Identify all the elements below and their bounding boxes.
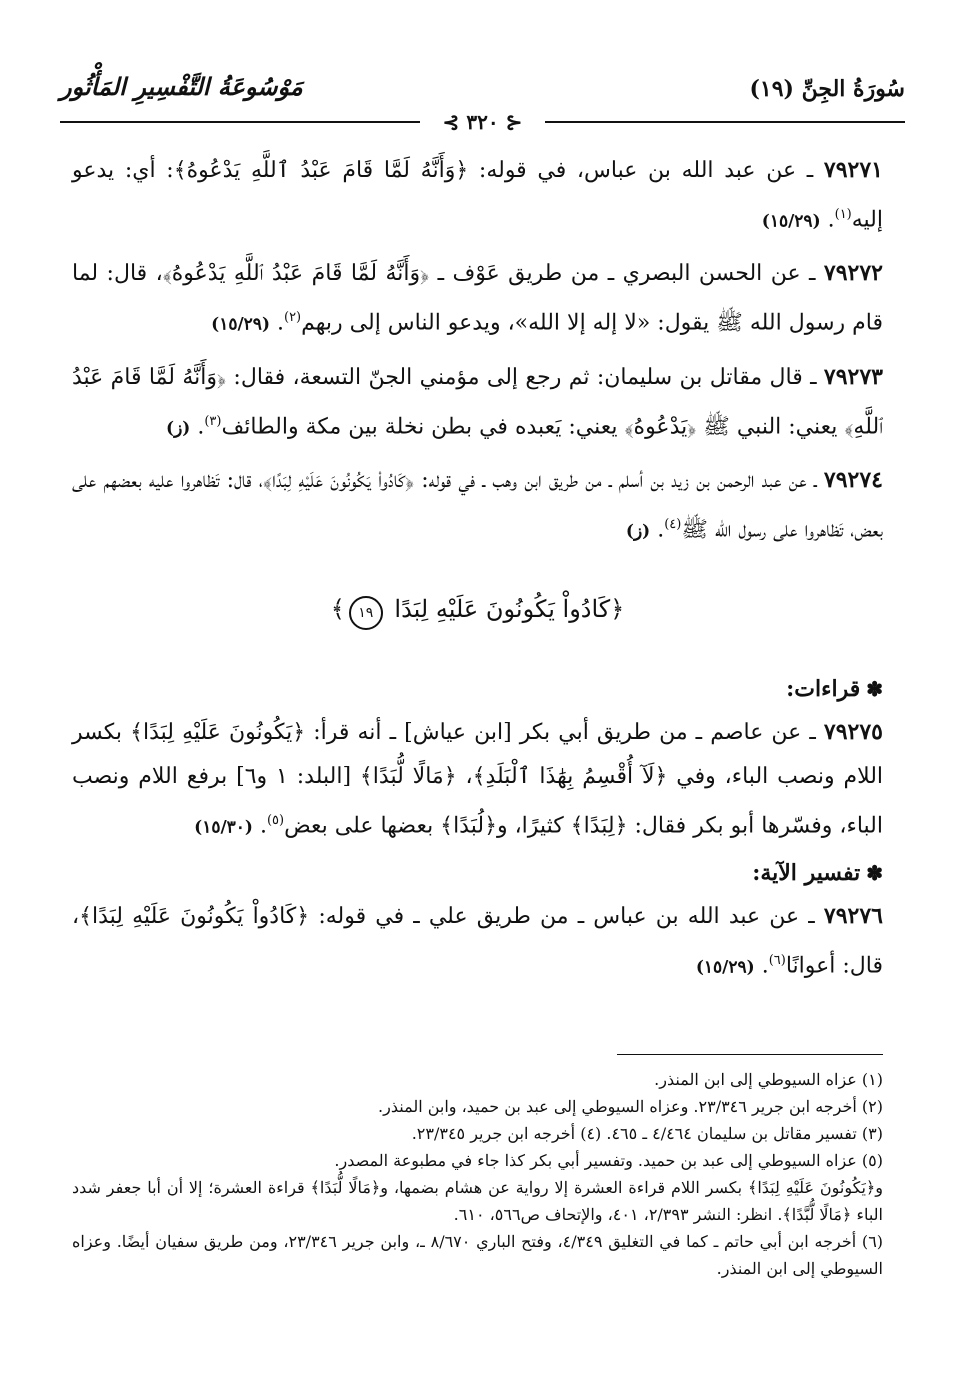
narration-number: ٧٩٢٧٦: [823, 902, 883, 929]
footnote-marker: (٢): [283, 310, 302, 326]
footnotes: [72, 1066, 883, 1282]
narration-tail: .: [754, 952, 769, 978]
source-reference: (ز): [625, 521, 651, 542]
narration-number: ٧٩٢٧٢: [823, 260, 883, 287]
footnote: (٢) أخرجه ابن جرير ٢٣/٣٤٦. وعزاه السيوطي إلى عبد بن حميد، وابن المنذر.: [378, 1097, 883, 1116]
narration-text: ـ عن عبد الله بن عباس ـ من طريق علي ـ في قوله: ﴿كَادُواْ يَكُونُونَ عَلَيْهِ لِبَدًا﴾، قال: أعوانًا: [72, 903, 883, 978]
narration-paragraph: [72, 148, 883, 243]
book-title: مَوْسُوعَةُ التَّفْسِيرِ المَأْثُور: [60, 72, 303, 101]
narration-tail: .: [820, 207, 835, 233]
footnote: و﴿يَكُونُونَ عَلَيْهِ لِبَدًا﴾ بكسر اللام قراءة العشرة إلا رواية عن هشام بضمها، و﴿مَالًا لُّبَدًا﴾ قراءة العشرة؛ إلا أن أبا جعفر شدد الباء ﴿مَالًا لُّبَّدًا﴾. انظر: النشر ٢/٣٩٣، ٤٠١، والإتحاف ص٥٦٦، ٦١٠.: [72, 1178, 883, 1224]
narration-text: ـ عن عبد الرحمن بن زيد بن أسلم ـ من طريق ابن وهب ـ في قوله: ﴿كَادُواْ يَكُونُونَ عَلَيْهِ لِبَدًا﴾، قال: تَظاهروا عليه بعضهم على بعض، تَظاهروا على رسول الله ﷺ: [72, 467, 883, 543]
narration-text: ـ قال مقاتل بن سليمان: ثم رجع إلى مؤمني الجنّ التسعة، فقال: ﴿وَأَنَّهُ لَمَّا قَامَ عَبْدُ ٱللَّهِ﴾ يعني: النبي ﷺ ﴿يَدْعُوهُ﴾ يعني: يَعبده في بطن نخلة بين مكة والطائف: [72, 364, 883, 439]
narration-paragraph: [72, 458, 883, 553]
narration-number: ٧٩٢٧٣: [823, 363, 883, 390]
source-reference: (١٥/٢٩): [695, 956, 755, 977]
section-heading-tafsir: [72, 860, 883, 886]
surah-title: سُورَةُ الجِنِّ (١٩): [749, 76, 905, 102]
verse-text: ﴿كَادُواْ يَكُونُونَ عَلَيْهِ لِبَدًا: [394, 595, 625, 624]
narration-number: ٧٩٢٧١: [823, 157, 883, 183]
source-reference: (١٥/٢٩): [761, 211, 821, 232]
verse-close: ﴾: [330, 595, 345, 624]
narration-text: ـ عن الحسن البصري ـ من طريق عَوْف ـ ﴿وَأَنَّهُ لَمَّا قَامَ عَبْدُ ٱللَّهِ يَدْعُوهُ﴾، قال: لما قام رسول الله ﷺ يقول: «لا إله إلا الله»، ويدعو الناس إلى ربهم: [72, 261, 883, 336]
footnote-marker: (٦): [768, 952, 786, 968]
footnote: (٥) عزاه السيوطي إلى عبد بن حميد. وتفسير أبي بكر كذا جاء في مطبوعة المصدر.: [334, 1151, 883, 1170]
narration-tail: .: [650, 517, 665, 543]
source-reference: (ز): [166, 417, 191, 438]
footnote-marker: (٥): [266, 813, 285, 829]
footnote-marker: (١): [834, 207, 852, 222]
footnote-marker: (٤): [664, 516, 682, 532]
star-ornament-icon: ✽: [866, 860, 883, 885]
main-content: [72, 148, 883, 997]
narration-paragraph: [72, 710, 883, 849]
footnote-marker: (٣): [204, 413, 222, 429]
narration-tail: .: [269, 310, 284, 336]
header-rule-left: [60, 121, 420, 123]
footnote: (١) عزاه السيوطي إلى ابن المنذر.: [654, 1070, 883, 1089]
verse-number-medallion: ١٩: [349, 596, 383, 630]
footnote: (٦) أخرجه ابن أبي حاتم ـ كما في التغليق ٤/٣٤٩، وفتح الباري ٨/٦٧٠ ـ، وابن جرير ٢٣/٣٤٦، ومن طريق سفيان أيضًا. وعزاه السيوطي إلى ابن المنذر.: [72, 1232, 884, 1278]
page-number: ⊰ ٣٢٠ ⊱: [442, 110, 523, 134]
star-ornament-icon: ✽: [866, 677, 883, 702]
narration-paragraph: [72, 355, 883, 450]
narration-tail: .: [190, 413, 205, 439]
narration-text: ـ عن عاصم ـ من طريق أبي بكر [ابن عياش] ـ أنه قرأ: ﴿يَكُونُونَ عَلَيْهِ لِبَدًا﴾ بكسر اللام ونصب الباء، وفي ﴿لَآ أُقْسِمُ بِهَٰذَا ٱلْبَلَدِ﴾، ﴿مَالًا لُّبَدًا﴾ [البلد: ١ و٦] برفع اللام ونصب الباء، وفسّرها أبو بكر فقال: ﴿لِبَدًا﴾ كثيرًا، و﴿لُبَدًا﴾ بعضها على بعض: [72, 720, 884, 839]
narration-paragraph: [72, 894, 883, 989]
page-number-value: ٣٢٠: [466, 110, 499, 134]
section-heading-label: تفسير الآية:: [752, 859, 861, 886]
header-rule: [60, 110, 905, 134]
narration-number: ٧٩٢٧٥: [823, 719, 883, 746]
section-heading-label: قراءات:: [786, 676, 861, 703]
source-reference: (١٥/٣٠): [194, 817, 253, 838]
verse-heading: [72, 595, 883, 630]
footnote-separator: [617, 1054, 883, 1055]
narration-number: ٧٩٢٧٤: [823, 466, 883, 493]
source-reference: (١٥/٢٩): [211, 314, 270, 335]
section-heading-qiraat: [72, 676, 883, 702]
narration-text: ـ عن عبد الله بن عباس، في قوله: ﴿وَأَنَّهُ لَمَّا قَامَ عَبْدُ ٱللَّهِ يَدْعُوهُ﴾: أي: يدعو إليه: [72, 158, 883, 233]
narration-tail: .: [252, 813, 267, 839]
footnote: (٣) تفسير مقاتل بن سليمان ٤/٤٦٤ ـ ٤٦٥. (٤) أخرجه ابن جرير ٢٣/٣٤٥.: [411, 1124, 883, 1143]
narration-paragraph: [72, 251, 883, 346]
running-header: [60, 72, 905, 112]
